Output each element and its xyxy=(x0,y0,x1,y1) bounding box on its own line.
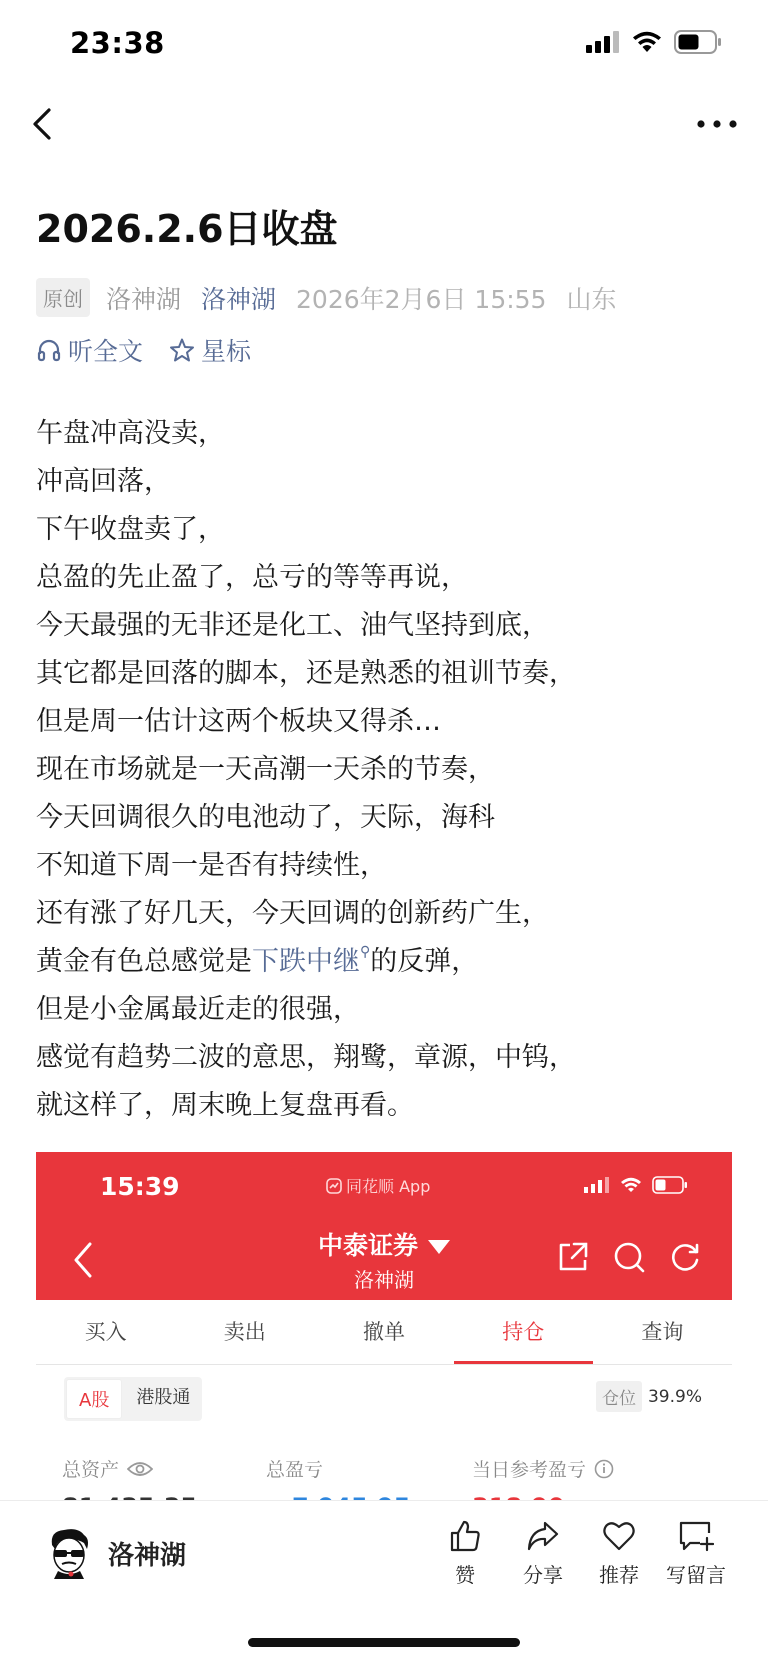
body-line: 不知道下周一是否有持续性， xyxy=(36,850,387,881)
article-body xyxy=(36,410,736,1130)
body-line: 还有涨了好几天，今天回调的创新药广生， xyxy=(36,898,549,929)
body-line: 其它都是回落的脚本，还是熟悉的祖训节奏， xyxy=(36,658,576,689)
article-title: 2026.2.6日收盘 xyxy=(36,207,338,251)
body-line: 今天最强的无非还是化工、油气坚持到底， xyxy=(36,610,549,641)
embed-status-icons xyxy=(584,1176,688,1194)
embed-stats xyxy=(36,1425,732,1508)
thumbs-up-icon xyxy=(448,1519,482,1553)
back-button[interactable] xyxy=(22,102,66,146)
embed-tab-cancel: 撤单 xyxy=(363,1320,405,1344)
body-text: 的反弹， xyxy=(370,946,479,977)
segment-a-share: A股 xyxy=(66,1379,122,1419)
embed-account: 洛神湖 xyxy=(354,1268,414,1292)
bottom-author-name[interactable]: 洛神湖 xyxy=(108,1541,187,1571)
embed-app-name: 同花顺 App xyxy=(346,1177,431,1196)
body-line: 总盈的先止盈了，总亏的等等再说， xyxy=(36,562,468,593)
wifi-icon xyxy=(620,1177,642,1193)
star-button[interactable] xyxy=(169,332,251,368)
home-indicator[interactable] xyxy=(248,1638,520,1647)
battery-icon xyxy=(652,1176,688,1194)
body-line: 冲高回落， xyxy=(36,466,171,497)
publish-location: 山东 xyxy=(566,284,617,314)
article-meta xyxy=(36,278,616,317)
cellular-signal-icon xyxy=(586,31,620,53)
status-icons xyxy=(586,30,722,54)
total-pl-label: 总盈亏 xyxy=(266,1459,324,1481)
recommend-label: 推荐 xyxy=(599,1563,639,1587)
embed-toolbar xyxy=(556,1240,702,1274)
avatar-image xyxy=(44,1527,94,1579)
embed-tab-query: 查询 xyxy=(641,1320,684,1344)
embed-tab-buy: 买入 xyxy=(84,1320,127,1344)
position-label: 仓位 xyxy=(596,1381,642,1412)
chevron-left-icon xyxy=(22,102,66,146)
listen-label: 听全文 xyxy=(68,337,144,366)
embed-header xyxy=(36,1152,732,1300)
more-dots-icon xyxy=(692,102,742,146)
info-icon xyxy=(594,1459,614,1479)
comment-label: 写留言 xyxy=(666,1563,726,1587)
status-time: 23:38 xyxy=(70,26,165,60)
share-arrow-icon xyxy=(526,1519,560,1553)
body-line: 午盘冲高没卖， xyxy=(36,418,225,449)
embed-subbar xyxy=(36,1365,732,1425)
body-line: 但是小金属最近走的很强， xyxy=(36,994,360,1025)
position-ratio xyxy=(596,1381,702,1412)
broker-name: 中泰证券 xyxy=(317,1231,418,1260)
embed-status-time: 15:39 xyxy=(100,1172,180,1201)
author-avatar[interactable] xyxy=(44,1527,94,1579)
dropdown-caret-icon xyxy=(428,1240,450,1254)
body-line: 现在市场就是一天高潮一天杀的节奏， xyxy=(36,754,495,785)
eye-icon xyxy=(127,1460,153,1478)
search-icon: ⚲ xyxy=(360,944,371,960)
original-badge: 原创 xyxy=(36,278,90,317)
term-link[interactable]: 下跌中继 xyxy=(252,946,360,977)
total-assets-label: 总资产 xyxy=(62,1459,120,1481)
share-button[interactable] xyxy=(510,1519,576,1588)
author-name: 洛神湖 xyxy=(106,284,182,314)
comment-button[interactable] xyxy=(656,1519,736,1588)
body-line: 今天回调很久的电池动了，天际，海科 xyxy=(36,802,495,833)
cellular-signal-icon xyxy=(584,1177,610,1193)
segment-hk-connect: 港股通 xyxy=(136,1387,191,1408)
like-label: 赞 xyxy=(455,1563,475,1587)
embed-tab-sell: 卖出 xyxy=(223,1320,266,1344)
embedded-screenshot[interactable] xyxy=(36,1152,732,1508)
publish-date: 2026年2月6日 15:55 xyxy=(296,284,547,314)
headphones-icon xyxy=(36,337,62,363)
share-label: 分享 xyxy=(523,1563,563,1587)
star-icon xyxy=(169,337,195,363)
daily-pl-label: 当日参考盈亏 xyxy=(472,1459,587,1481)
battery-icon xyxy=(674,30,722,54)
position-value: 39.9% xyxy=(647,1386,702,1407)
nav-bar xyxy=(0,92,768,156)
like-button[interactable] xyxy=(432,1519,498,1588)
article-actions xyxy=(36,332,277,368)
body-line: 下午收盘卖了， xyxy=(36,514,225,545)
body-line xyxy=(36,938,736,986)
wifi-icon xyxy=(632,31,662,53)
search-icon xyxy=(612,1240,646,1274)
body-line: 但是周一估计这两个板块又得杀… xyxy=(36,706,441,737)
app-logo-icon xyxy=(326,1178,342,1194)
recommend-button[interactable] xyxy=(586,1519,652,1588)
embed-tabs xyxy=(36,1300,732,1365)
body-line: 感觉有趋势二波的意思，翔鹭，章源，中钨， xyxy=(36,1042,576,1073)
body-line: 就这样了，周末晚上复盘再看。 xyxy=(36,1090,414,1121)
star-label: 星标 xyxy=(201,337,252,366)
embed-tab-holdings: 持仓 xyxy=(454,1300,593,1364)
heart-icon xyxy=(602,1519,636,1553)
total-assets-label-wrap xyxy=(62,1455,153,1482)
embed-app-label xyxy=(326,1174,430,1197)
market-segment xyxy=(64,1377,202,1421)
comment-add-icon xyxy=(678,1519,714,1553)
listen-button[interactable] xyxy=(36,332,143,368)
daily-pl-label-wrap xyxy=(472,1455,614,1482)
body-text: 黄金有色总感觉是 xyxy=(36,946,252,977)
more-button[interactable] xyxy=(692,102,742,146)
share-out-icon xyxy=(556,1240,590,1274)
refresh-icon xyxy=(668,1240,702,1274)
status-bar xyxy=(0,0,768,90)
account-link[interactable]: 洛神湖 xyxy=(201,284,277,314)
